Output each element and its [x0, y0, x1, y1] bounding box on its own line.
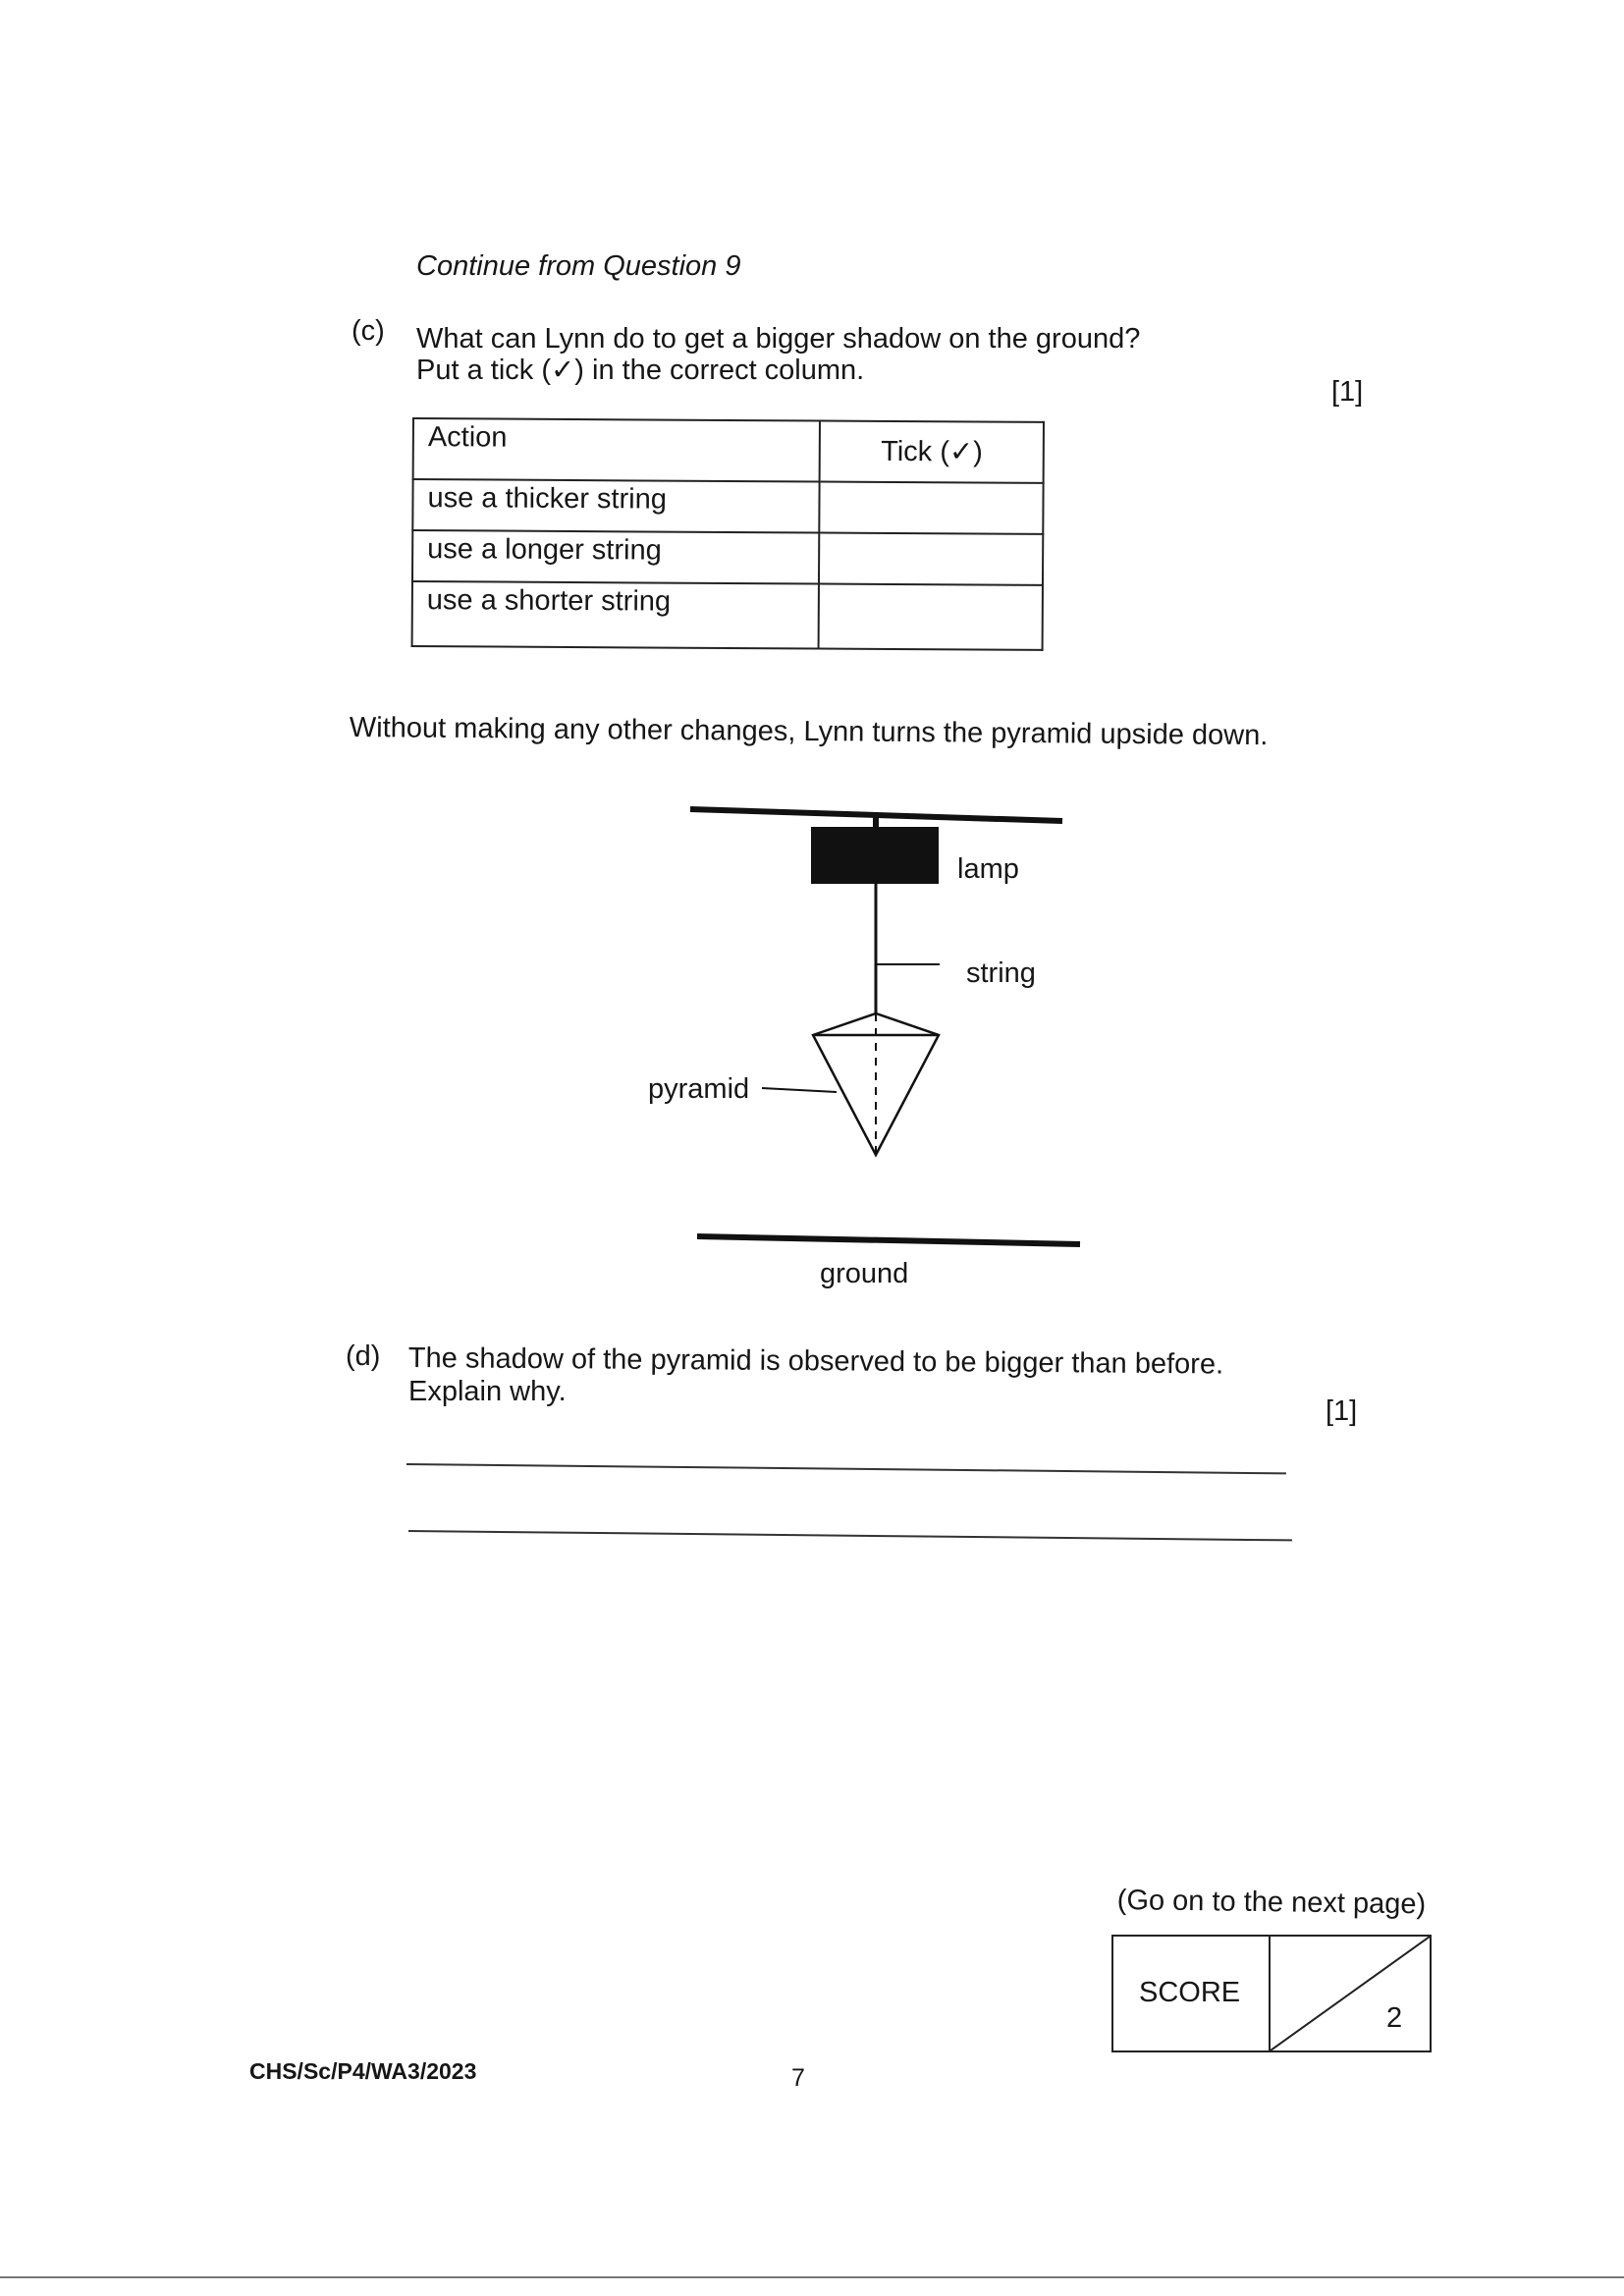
score-box — [1111, 1935, 1432, 2052]
label-lamp: lamp — [957, 853, 1019, 885]
part-d-marks: [1] — [1326, 1395, 1358, 1427]
table-cell-action: use a longer string — [412, 530, 820, 584]
pyramid-leader — [762, 1088, 837, 1092]
part-d-question-line2: Explain why. — [408, 1376, 567, 1407]
statement-text: Without making any other changes, Lynn turns the pyramid upside down. — [349, 712, 1269, 752]
score-total: 2 — [1386, 2002, 1403, 2034]
part-c-label: (c) — [352, 315, 385, 347]
table-header-action: Action — [413, 418, 821, 482]
table-cell-action: use a thicker string — [412, 479, 820, 533]
part-c-question-line2: Put a tick (✓) in the correct column. — [416, 355, 865, 386]
paper-code: CHS/Sc/P4/WA3/2023 — [249, 2058, 477, 2084]
part-c-question-line1: What can Lynn do to get a bigger shadow on the ground? — [416, 323, 1141, 355]
score-label-cell — [1113, 1937, 1271, 2050]
page-number: 7 — [791, 2064, 805, 2092]
go-on-note: (Go on to the next page) — [1116, 1885, 1427, 1921]
part-d-label: (d) — [346, 1340, 381, 1372]
score-diagonal — [1271, 1937, 1430, 2050]
label-string: string — [966, 957, 1036, 989]
continue-note: Continue from Question 9 — [416, 250, 741, 282]
part-c-marks: [1] — [1331, 376, 1364, 408]
table-cell-action: use a shorter string — [412, 581, 820, 649]
scan-edge-line — [0, 2276, 1624, 2278]
score-label: SCORE — [1139, 1977, 1241, 2008]
lamp-shape — [811, 827, 939, 884]
label-ground: ground — [820, 1258, 909, 1289]
part-d-question-line1: The shadow of the pyramid is observed to be bigger than before. — [407, 1342, 1224, 1381]
ground-line — [697, 1236, 1080, 1244]
table-header-tick: Tick (✓) — [820, 421, 1044, 483]
label-pyramid: pyramid — [648, 1073, 750, 1105]
